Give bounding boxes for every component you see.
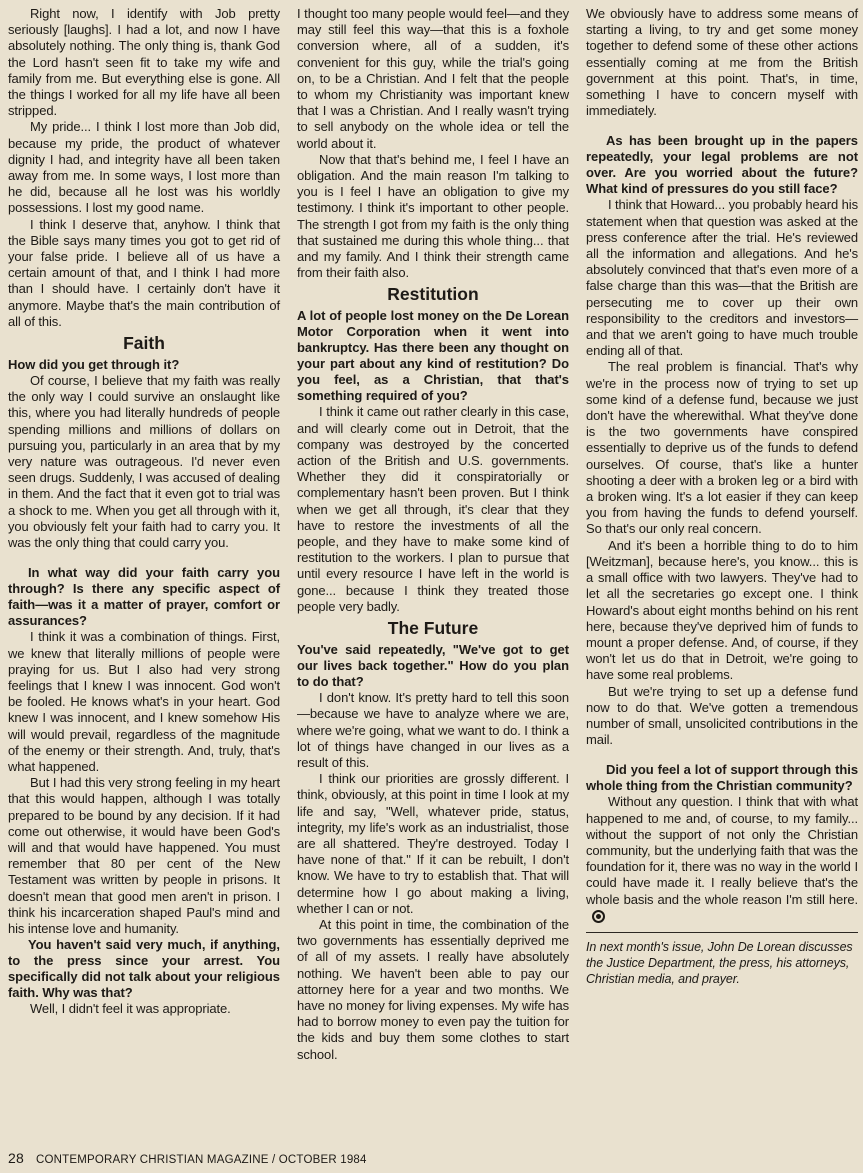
paragraph: I think I deserve that, anyhow. I think that the Bible says many times you got to get rid of your false pride. I believe all of us have a certain amount of that, and I think I had more than I should have. I certainly don't have it anymore. Maybe that's the main contribution of all of this. [8,216,280,329]
next-issue-note: In next month's issue, John De Lorean discusses the Justice Department, the press, his attorneys, Christian media, and prayer. [586,939,853,986]
paragraph: Now that that's behind me, I feel I have an obligation. And the main reason I'm talking to you is I feel I have an obligation to give my testimony. I think it's important to other people. The strength I got from my faith is the only thing that sustained me during this whole thing... that and my family. And I think their strength came from their faith also. [297,151,569,281]
end-of-article-icon [592,910,605,923]
publication-line: CONTEMPORARY CHRISTIAN MAGAZINE / OCTOBER 1984 [35,1154,367,1166]
interview-question: A lot of people lost money on the De Lorean Motor Corporation when it went into bankruptcy. Has there been any thought on your part about any kind of restitution? Do you feel, as a Christian, that that's something required of you? [297,308,569,404]
paragraph: My pride... I think I lost more than Job did, because my pride, the product of whatever dignity I had, and integrity have all been taken away from me. In some ways, I lost more than he did, because all he lost was his worldly possessions. I lost my good name. [8,119,280,216]
paragraph: I don't know. It's pretty hard to tell this soon—because we have to analyze where we are, where we're going, what we want to do. I think a lot of things have changed in our lives as a result of this. [297,690,569,770]
page-number: 28 [8,1150,24,1166]
paragraph: I think our priorities are grossly different. I think, obviously, at this point in time I look at my life and say, "Well, whatever pride, status, integrity, my life's work as an industrialist, those are all shattered. They're destroyed. Today I have none of that." If it can be rebuilt, I don't know. We have to try to establish that. That will determine how I go about making a living, whether I can or not. [297,771,569,916]
page-footer [8,1150,367,1166]
interview-question: You've said repeatedly, "We've got to get our lives back together." How do you plan to do that? [297,642,569,690]
section-heading-faith: Faith [123,333,165,354]
column-1 [8,6,280,1142]
paragraph: We obviously have to address some means of starting a living, to try and get some money together to defend some of these other actions essentially coming at me from the British government at this point. That's, in time, something I have to concern myself with immediately. [586,6,858,119]
section-heading-the-future: The Future [387,618,479,639]
paragraph: The real problem is financial. That's why we're in the process now of trying to set up some kind of a defense fund, because we just don't have the wherewithal. What they've done is the two governments have conspired essentially to deprive us of the funds to defend ourselves. Of course, that's like a hunter shooting a deer with a broken leg or a bird with a broken wing. It's a lot easier if they can keep you from having the funds to defend yourself. So that's our only real concern. [586,359,858,537]
interview-question: How did you get through it? [8,357,180,373]
article-columns [8,6,858,1142]
interview-question: In what way did your faith carry you through? Is there any specific aspect of faith—was it a matter of prayer, comfort or assurances? [8,565,280,629]
paragraph: And it's been a horrible thing to do to him [Weitzman], because here's, you know... this is a small office with two lawyers. They've had to let all the secretaries go except one. I think Howard's about eight months behind on his rent here, because they've deprived him of funds to mount a proper defense. And, of course, if they won't let us do that in Detroit, we're going to have some real problems. [586,537,858,683]
interview-question: As has been brought up in the papers repeatedly, your legal problems are not over. Are you worried about the future? What kind of pressures do you still face? [586,133,858,197]
paragraph [586,794,858,924]
paragraph: Well, I didn't feel it was appropriate. [30,1001,231,1017]
paragraph: But we're trying to set up a defense fund now to do that. We've gotten a tremendous number of small, unsolicited contributions in the mail. [586,683,858,748]
section-heading-restitution: Restitution [387,284,479,305]
paragraph-text: Without any question. I think that with what happened to me and, of course, to my family... without the support of not only the Christian community, but the underlying faith that was the foundation for it, there was no way in the world I could have made it. I really believe that's the whole basis and the whole reason I'm still here. [586,794,858,907]
paragraph: I think it came out rather clearly in this case, and will clearly come out in Detroit, that the company was destroyed by the concerted action of the British and U.S. governments. Whether they did it conspiratorially or complementary hasn't been proven. But I think when we get all through, it's clear that they have to restore the investments of all the people, and they have to make some kind of restitution to the workers. I plan to pursue that until every resource I have left in the world is gone... because I think they treated those people very badly. [297,404,569,614]
paragraph: I thought too many people would feel—and they may still feel this way—that this is a foxhole conversion where, all of a sudden, it's convenient for this guy, while the trial's going on, to be a Christian. And I felt that the people to whom my Christianity was important knew that I was a Christian. And I really wasn't trying to sell anybody on the whole idea or tell the world about it. [297,6,569,151]
paragraph: At this point in time, the combination of the two governments has essentially deprived me of all of my assets. I really have absolutely nothing. We haven't been able to pay our attorney here for a year and two months. We have no money for living expenses. My wife has had to borrow money to even pay the tuition for the kids and buy them some clothes to start school. [297,916,569,1062]
divider [586,932,858,933]
interview-question: Did you feel a lot of support through this whole thing from the Christian community? [586,762,858,794]
column-3 [586,6,858,1142]
column-2 [297,6,569,1142]
paragraph: I think it was a combination of things. First, we knew that literally millions of people were praying for us. But I also had very strong feelings that I knew I was innocent. God won't be fooled. He knows what's in your heart. God knew I was innocent, and I knew somehow His will would prevail, regardless of the magnitude of the enemy or their strength. And, truly, that's what happened. [8,629,280,774]
paragraph: Right now, I identify with Job pretty seriously [laughs]. I had a lot, and now I have absolutely nothing. The only thing is, thank God the Lord hasn't seen fit to take my wife and family from me. But everything else is gone. All the things I worked for all my life have all been stripped. [8,6,280,119]
paragraph: I think that Howard... you probably heard his statement when that question was asked at the press conference after the trial. He's reviewed all the information and allegations. And he's absolutely convinced that that's even more of a false charge than this was—that the British are persecuting me to cover up their own responsibility to the creditors and investors—and that we aren't going to have much trouble ending all of that. [586,197,858,359]
paragraph: Of course, I believe that my faith was really the only way I could survive an onslaught like this, where you had literally hundreds of people spending millions and millions of dollars on pursuing you, particularly in an area that by my very nature was outrageous. I'd never even seen drugs. Suddenly, I was accused of dealing in them. And the fact that it even got to trial was a shock to me. When you get all through with it, you obviously felt your faith had to carry you. It was the only thing that could carry you. [8,373,280,551]
interview-question: You haven't said very much, if anything, to the press since your arrest. You specifically did not talk about your religious faith. Why was that? [8,937,280,1001]
paragraph: But I had this very strong feeling in my heart that this would happen, although I was totally prepared to be bound by any decision. If it had come out otherwise, it would have been God's will and that would have happened. You must remember that 80 per cent of the New Testament was written by people in prisons. It doesn't mean that good men aren't in prison. I think his incarceration shaped Paul's mind and his intense love and humanity. [8,775,280,936]
